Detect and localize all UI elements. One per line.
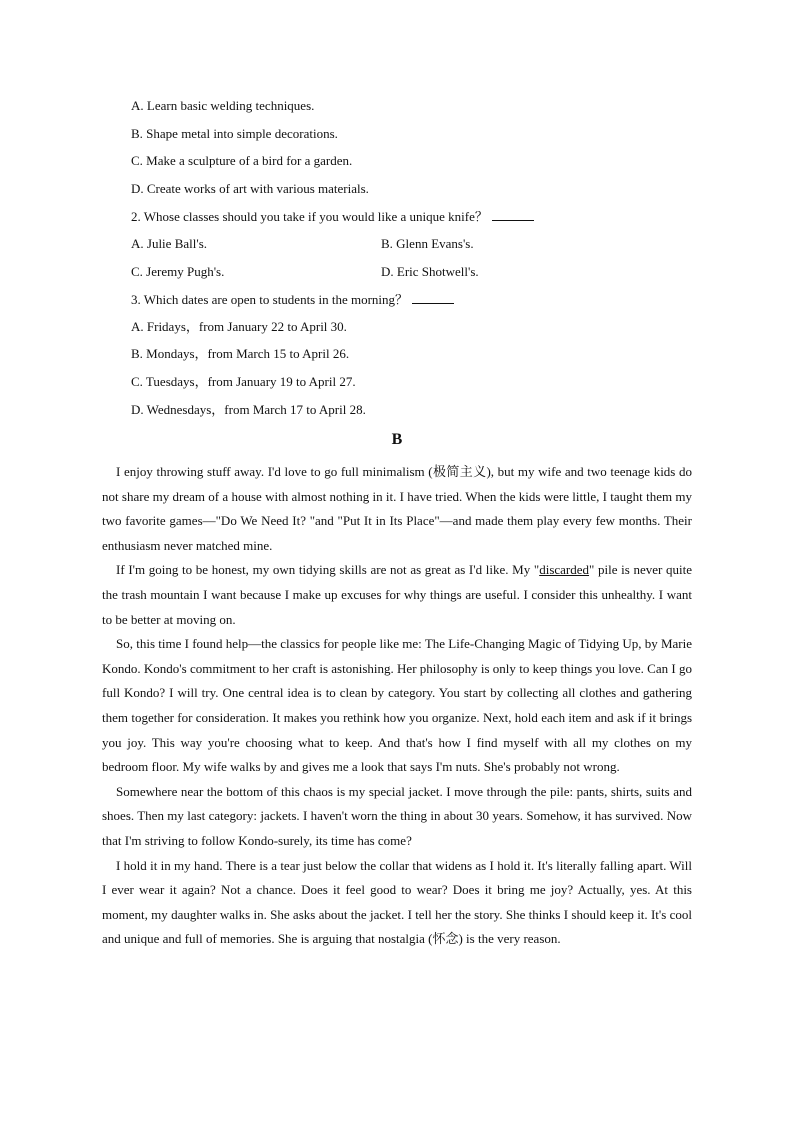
paragraph-5: I hold it in my hand. There is a tear just below the collar that widens as I hold it. It's literally falling apart. Will I ever wear it again? Not a chance. Does it feel good to wear? Does it bring me joy? Actually, yes. At this moment, my daughter walks in. She asks about the jacket. I tell her the story. She thinks I should keep it. It's cool and unique and full of memories. She is arguing that nostalgia (怀念) is the very reason. (102, 857, 692, 947)
question-3 (131, 291, 454, 308)
paragraph-2 (102, 558, 692, 632)
question-2 (131, 208, 534, 225)
q3-option-a: A. Fridays，from January 22 to April 30. (131, 319, 347, 334)
section-title: B (391, 431, 403, 448)
q3-option-b: B. Mondays，from March 15 to April 26. (131, 346, 350, 361)
question-3-text: 3. Which dates are open to students in the morning？ (131, 292, 409, 307)
q2-option-a: A. Julie Ball's. (131, 236, 208, 251)
paragraph-3: So, this time I found help—the classics for people like me: The Life-Changing Magic of Tidying Up, by Marie Kondo. Kondo's commitment to her craft is astonishing. Her philosophy is only to keep things you love. Can I go full Kondo? I will try. One central idea is to clean by category. You start by collecting all clothes and gathering them together for consideration. It makes you rethink how you organize. Next, hold each item and ask if it brings you joy. This way you're choosing what to keep. And that's how I find myself with all my clothes on my bedroom floor. My wife walks by and gives me a look that says I'm nuts. She's probably not wrong. (102, 636, 692, 775)
q3-option-d: D. Wednesdays，from March 17 to April 28. (131, 402, 366, 417)
q1-option-a: A. Learn basic welding techniques. (131, 98, 315, 113)
underlined-word: discarded (539, 562, 590, 578)
paragraph-2-end: " pile is never quite the trash mountain I want because I make up excuses for why things are useful. I consider this unhealthy. I want to be better at moving on. (102, 562, 692, 627)
q2-option-d: D. Eric Shotwell's. (381, 264, 479, 279)
paragraph-4: Somewhere near the bottom of this chaos is my special jacket. I move through the pile: pants, shirts, suits and shoes. Then my last category: jackets. I haven't worn the thing in about 30 years. Somehow, it has survived. Now that I'm striving to follow Kondo-surely, its time has come? (102, 783, 692, 848)
q2-option-b: B. Glenn Evans's. (381, 236, 474, 251)
question-2-text: 2. Whose classes should you take if you would like a unique knife？ (131, 209, 488, 224)
answer-blank-3[interactable] (412, 291, 454, 304)
q1-option-c: C. Make a sculpture of a bird for a garden. (131, 153, 353, 168)
q1-option-b: B. Shape metal into simple decorations. (131, 126, 338, 141)
q3-option-c: C. Tuesdays，from January 19 to April 27. (131, 374, 356, 389)
answer-blank-2[interactable] (492, 208, 534, 221)
paragraph-2-start: If I'm going to be honest, my own tidying skills are not as great as I'd like. My " (116, 562, 540, 578)
reading-passage (102, 460, 692, 952)
q2-option-c: C. Jeremy Pugh's. (131, 264, 225, 279)
paragraph-1: I enjoy throwing stuff away. I'd love to go full minimalism (极简主义), but my wife and two teenage kids do not share my dream of a house with almost nothing in it. I have tried. When the kids were little, I taught them my two favorite games—"Do We Need It? "and "Put It in Its Place"—and made them play every few months. Their enthusiasm never matched mine. (102, 464, 692, 553)
q1-option-d: D. Create works of art with various materials. (131, 181, 369, 196)
